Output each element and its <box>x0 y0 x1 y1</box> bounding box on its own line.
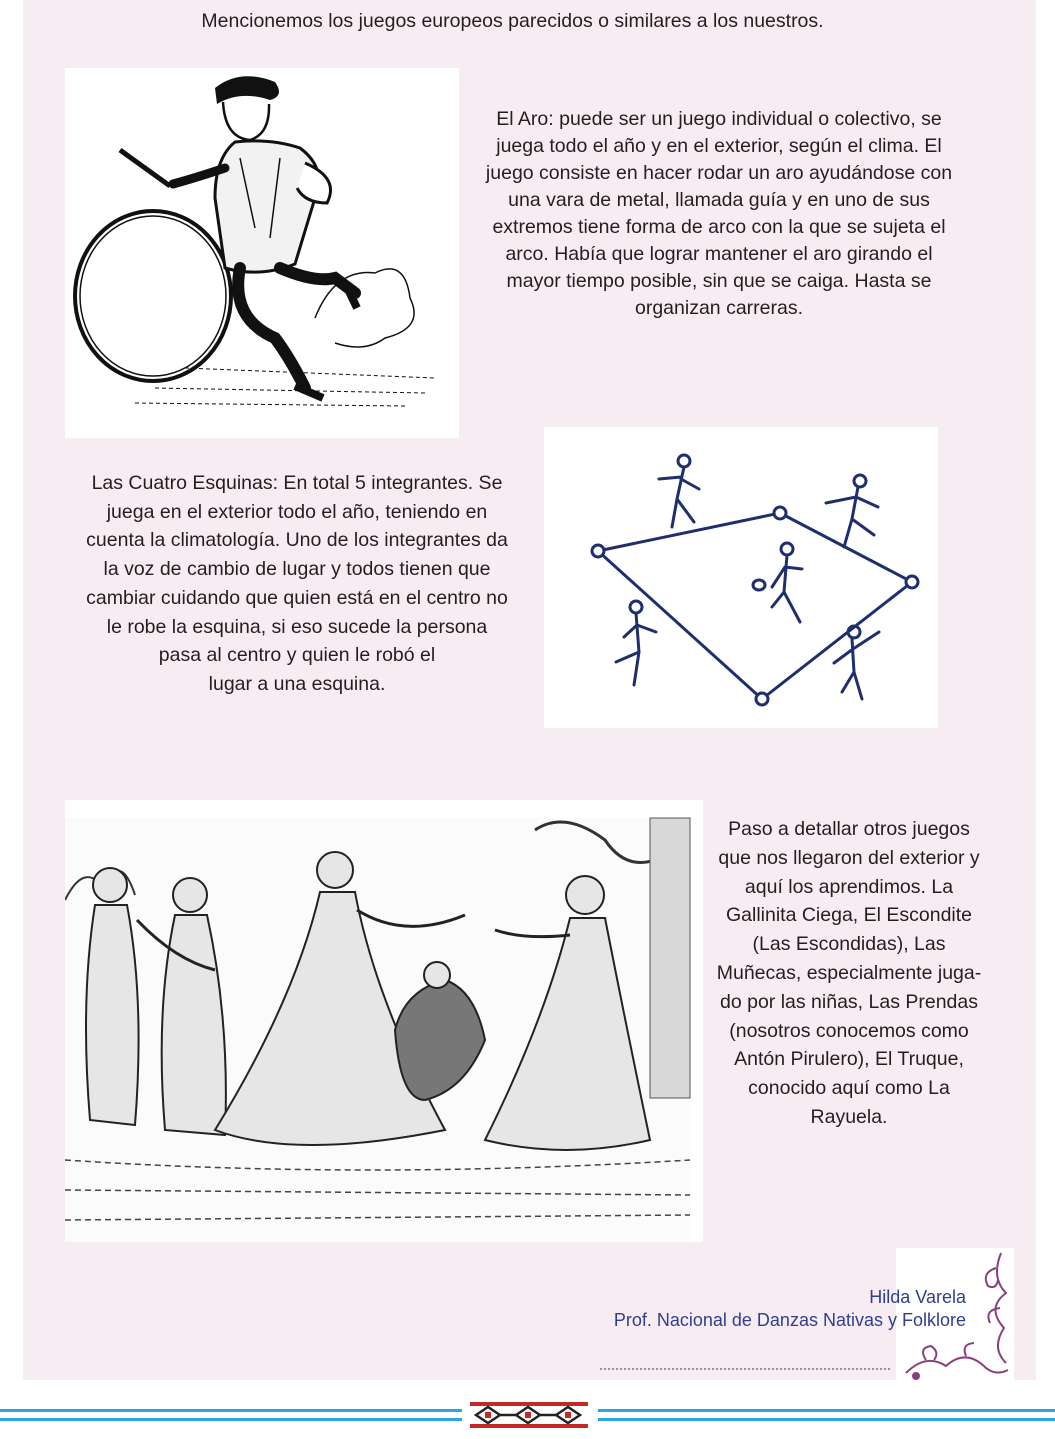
text-line: la voz de cambio de lugar y todos tienen que <box>103 558 491 581</box>
text-line: mayor tiempo posible, sin que se caiga. Hasta se <box>506 270 932 292</box>
text-line: cambiar cuidando que quien está en el centro no <box>86 586 508 609</box>
esquinas-diagram <box>544 427 938 728</box>
text-line: juega en el exterior todo el año, teniendo en <box>106 500 488 523</box>
dance-engraving <box>65 800 703 1242</box>
text-line: organizan carreras. <box>635 297 803 319</box>
text-line: juega todo el año y en el exterior, según el clima. El <box>496 135 942 157</box>
text-line: do por las niñas, Las Prendas <box>720 990 978 1013</box>
intro-heading: Mencionemos los juegos europeos parecidos o similares a los nuestros. <box>201 10 824 32</box>
andean-pattern-icon <box>470 1402 588 1428</box>
text-line: arco. Había que lograr mantener el aro girando el <box>505 243 933 265</box>
text-line: conocido aquí como La <box>748 1077 950 1100</box>
text-line: lugar a una esquina. <box>208 672 386 695</box>
text-line: (nosotros conocemos como <box>729 1019 969 1042</box>
text-line: Las Cuatro Esquinas: En total 5 integrantes. Se <box>91 472 503 494</box>
text-line: Gallinita Ciega, El Escondite <box>725 904 973 927</box>
text-line: Muñecas, especialmente juga- <box>716 961 982 984</box>
signature-title: Prof. Nacional de Danzas Nativas y Folklore <box>613 1310 966 1330</box>
text-line: Paso a detallar otros juegos <box>728 818 970 840</box>
signature-dotted-line <box>600 1368 890 1370</box>
footer-stripe-right-top <box>598 1409 1055 1412</box>
text-line: Antón Pirulero), El Truque, <box>734 1048 964 1071</box>
otros-juegos-description <box>703 815 995 1132</box>
text-line: pasa al centro y quien le robó el <box>158 644 436 667</box>
text-line: (Las Escondidas), Las <box>752 933 946 956</box>
text-line: una vara de metal, llamada guía y en uno de sus <box>508 189 930 211</box>
text-line: El Aro: puede ser un juego individual o colectivo, se <box>496 108 942 130</box>
aro-illustration <box>65 68 459 438</box>
signature-name: Hilda Varela <box>869 1287 966 1307</box>
text-line: que nos llegaron del exterior y <box>718 846 980 869</box>
text-line: cuenta la climatología. Uno de los integrantes da <box>86 529 508 552</box>
text-line: juego consiste en hacer rodar un aro ayudándose con <box>485 162 953 184</box>
footer-stripe-left-top <box>0 1409 462 1412</box>
text-line: le robe la esquina, si eso sucede la persona <box>106 615 488 638</box>
footer-stripe-left-bottom <box>0 1418 462 1421</box>
aro-description <box>463 106 975 322</box>
text-line: aquí los aprendimos. La <box>744 875 954 898</box>
footer-stripe-right-bottom <box>598 1418 1055 1421</box>
text-line: Rayuela. <box>810 1105 888 1128</box>
text-line: extremos tiene forma de arco con la que se sujeta el <box>492 216 946 238</box>
esquinas-description <box>62 469 532 699</box>
